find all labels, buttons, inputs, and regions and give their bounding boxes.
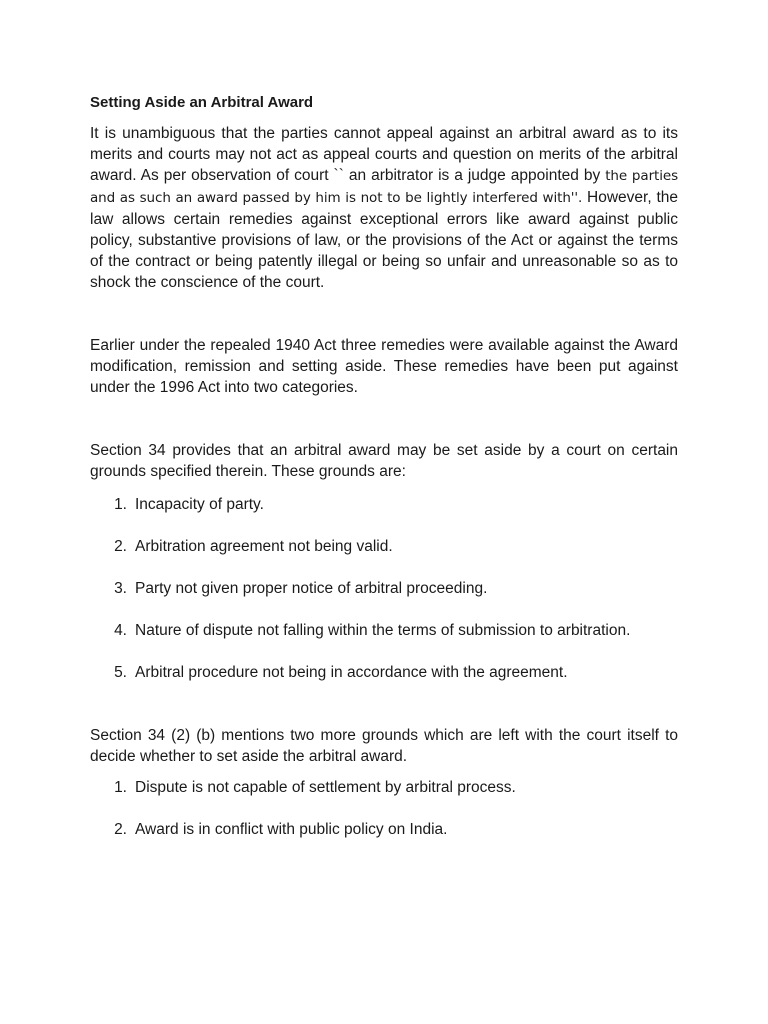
list-text: Nature of dispute not falling within the terms of submission to arbitration.	[135, 622, 631, 639]
paragraph-history: Earlier under the repealed 1940 Act three remedies were available against the Award modification, remission and setting aside. These remedies have been put against under the 1996 Act into two categories.	[90, 337, 678, 396]
paragraph-section-34-2b: Section 34 (2) (b) mentions two more grounds which are left with the court itself to decide whether to set aside the arbitral award.	[90, 727, 678, 765]
list-text: Arbitration agreement not being valid.	[135, 538, 393, 555]
list-text: Incapacity of party.	[135, 496, 264, 513]
document-page	[90, 93, 678, 840]
list-text: Arbitral procedure not being in accordance with the agreement.	[135, 664, 568, 681]
list-number: 5.	[114, 664, 127, 681]
paragraph-intro-part3: However, the law allows certain remedies against exceptional errors like award against public policy, substantive provisions of law, or the provisions of the Act or against the terms of the contract or being patently illegal or being so unfair and unreasonable so as to shock the conscience of the court.	[90, 189, 679, 291]
paragraph-intro-part2: the parties and as such an award passed by him is not to be lightly interfered with''.	[90, 168, 678, 206]
list-item	[90, 662, 678, 683]
list-number: 3.	[114, 580, 127, 597]
list-text: Party not given proper notice of arbitral proceeding.	[135, 580, 488, 597]
list-item	[90, 578, 678, 599]
paragraph-intro-part1: It is unambiguous that the parties cannot appeal against an arbitral award as to its merits and courts may not act as appeal courts and question on merits of the arbitral award. As per observation of court `` an arbitrator is a judge appointed by	[90, 125, 678, 184]
list-item	[90, 819, 678, 840]
list-number: 2.	[114, 821, 127, 838]
list-item	[90, 536, 678, 557]
list-number: 2.	[114, 538, 127, 555]
list-number: 1.	[114, 779, 127, 796]
list-item	[90, 494, 678, 515]
list-text: Dispute is not capable of settlement by arbitral process.	[135, 779, 516, 796]
list-number: 4.	[114, 622, 127, 639]
additional-grounds-list	[90, 777, 678, 840]
paragraph-section-34: Section 34 provides that an arbitral award may be set aside by a court on certain grounds specified therein. These grounds are:	[90, 442, 678, 480]
list-number: 1.	[114, 496, 127, 513]
document-title: Setting Aside an Arbitral Award	[90, 94, 314, 111]
paragraph-intro	[90, 123, 678, 293]
grounds-list	[90, 494, 678, 683]
list-text: Award is in conflict with public policy on India.	[135, 821, 448, 838]
list-item	[90, 620, 678, 641]
list-item	[90, 777, 678, 798]
